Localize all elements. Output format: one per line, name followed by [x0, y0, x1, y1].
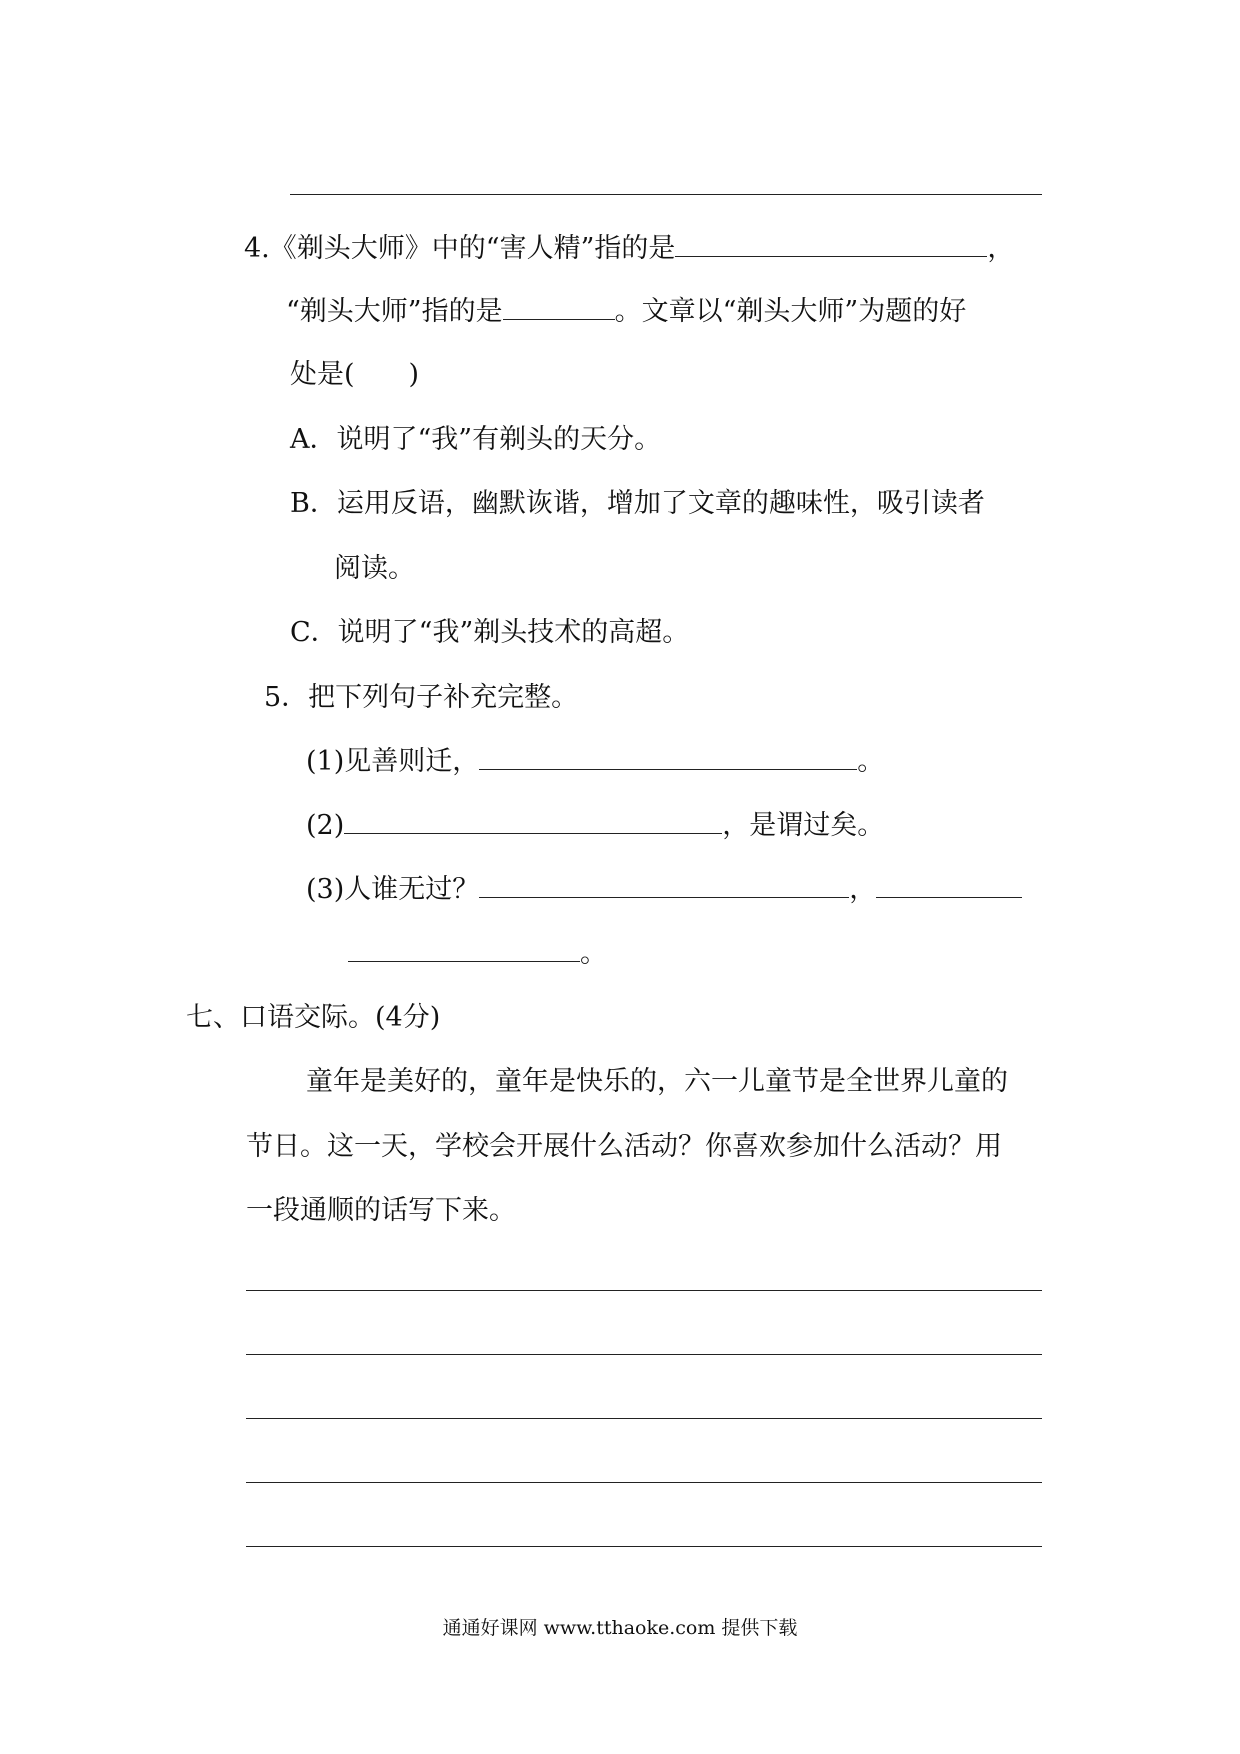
q4-option-a: A．说明了“我”有剃头的天分。 — [290, 424, 662, 455]
q4-comma: ， — [987, 233, 1015, 264]
q5-item1-end: 。 — [857, 746, 885, 777]
q5-item3-blank-1[interactable] — [479, 871, 849, 898]
q5-title: 5．把下列句子补充完整。 — [264, 682, 579, 713]
writing-line[interactable] — [246, 1482, 1042, 1483]
section7-para-1: 童年是美好的，童年是快乐的，六一儿童节是全世界儿童的 — [306, 1066, 1008, 1097]
q5-item3-blank-3[interactable] — [348, 935, 580, 962]
q5-item3-text: (3)人谁无过？ — [306, 874, 480, 905]
q5-item3-comma: ， — [849, 874, 877, 905]
q5-item2-text: ，是谓过矣。 — [722, 810, 885, 841]
q4-blank-1[interactable] — [675, 230, 987, 257]
q4-blank-2[interactable] — [503, 293, 615, 320]
writing-line[interactable] — [246, 1290, 1042, 1291]
q5-item3-blank-2[interactable] — [876, 871, 1022, 898]
q5-item3-end: 。 — [580, 938, 607, 969]
q4-line2 — [286, 293, 966, 330]
answer-line-top[interactable] — [290, 194, 1042, 195]
q4-option-c: C．说明了“我”剃头技术的高超。 — [290, 617, 690, 648]
writing-line[interactable] — [246, 1354, 1042, 1355]
q5-item2-blank[interactable] — [344, 807, 722, 834]
section7-para-3: 一段通顺的话写下来。 — [246, 1195, 516, 1226]
q5-item2 — [306, 807, 884, 844]
writing-line[interactable] — [246, 1546, 1042, 1547]
section7-para-2: 节日。这一天，学校会开展什么活动？你喜欢参加什么活动？用 — [246, 1131, 1002, 1162]
page-footer: 通通好课网 www.tthaoke.com 提供下载 — [442, 1617, 798, 1639]
q5-item1 — [306, 743, 884, 780]
q4-text-1: 4.《剃头大师》中的“害人精”指的是 — [244, 233, 676, 264]
section7-title: 七、口语交际。(4分) — [186, 1002, 441, 1033]
q4-option-b: B．运用反语，幽默诙谐，增加了文章的趣味性，吸引读者 — [290, 488, 985, 519]
q4-option-b-cont: 阅读。 — [334, 553, 415, 584]
q4-line1 — [244, 230, 1014, 267]
q5-item1-blank[interactable] — [479, 743, 857, 770]
q5-item1-text: (1)见善则迁， — [306, 746, 480, 777]
q4-text-2: “剃头大师”指的是 — [286, 296, 503, 327]
q5-item3 — [306, 871, 1022, 908]
writing-line[interactable] — [246, 1418, 1042, 1419]
q5-item3-cont — [348, 935, 607, 972]
q4-text-3: 。文章以“剃头大师”为题的好 — [614, 296, 967, 327]
q5-item2-num: (2) — [306, 810, 345, 841]
q4-line3: 处是( ) — [290, 359, 420, 390]
